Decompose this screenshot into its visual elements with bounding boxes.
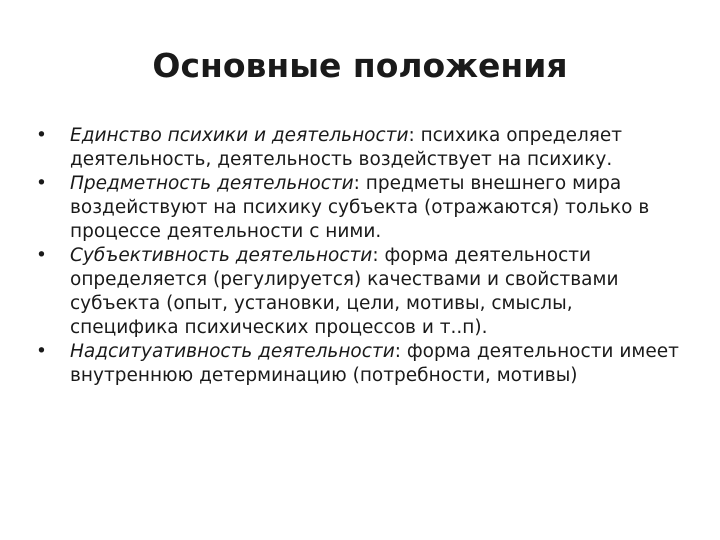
bullet-term: Субъективность деятельности	[70, 245, 373, 266]
bullet-list	[36, 124, 686, 388]
bullet-marker: •	[36, 125, 47, 146]
bullet-marker: •	[36, 173, 47, 194]
bullet-item-supra-situational	[36, 340, 686, 388]
bullet-text: : форма деятельности определяется (регулируется) качествами и свойствами субъекта (опыт, установки, цели, мотивы, смыслы, специфика психических процессов и т..п).	[70, 245, 619, 338]
bullet-term: Надситуативность деятельности	[70, 341, 395, 362]
bullet-text: : психика определяет деятельность, деятельность воздействует на психику.	[70, 125, 623, 170]
bullet-item-objectness	[36, 172, 686, 244]
bullet-marker: •	[36, 341, 47, 362]
bullet-item-unity	[36, 124, 686, 172]
bullet-term: Единство психики и деятельности	[70, 125, 409, 146]
bullet-text: : предметы внешнего мира воздействуют на психику субъекта (отражаются) только в процессе деятельности с ними.	[70, 173, 650, 242]
bullet-marker: •	[36, 245, 47, 266]
bullet-term: Предметность деятельности	[70, 173, 354, 194]
bullet-item-subjectivity	[36, 244, 686, 340]
bullet-text: : форма деятельности имеет внутреннюю детерминацию (потребности, мотивы)	[70, 341, 679, 386]
slide-title: Основные положения	[152, 46, 568, 85]
